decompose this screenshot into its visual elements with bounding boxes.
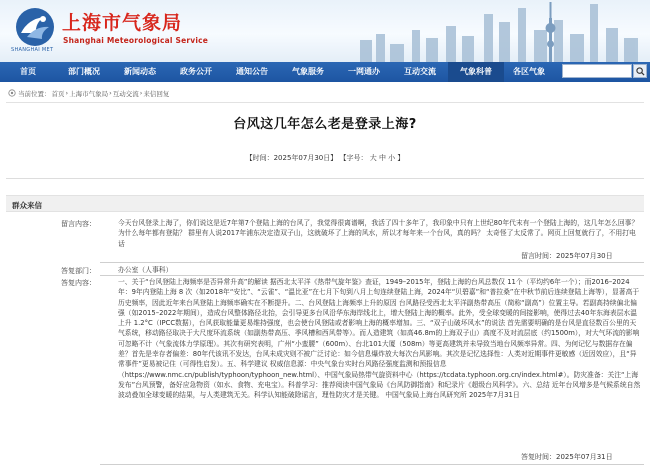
breadcrumb-separator: ›: [65, 89, 69, 97]
nav-item-weather-service[interactable]: 气象服务: [292, 67, 324, 76]
nav-item-science[interactable]: 气象科普: [448, 62, 504, 82]
font-size-medium[interactable]: 中: [378, 154, 386, 162]
search-input[interactable]: [562, 64, 632, 78]
nav-item-notices[interactable]: 通知公告: [236, 67, 268, 76]
reply-content-label: 答复内容：: [61, 279, 96, 287]
title-divider: [6, 178, 644, 179]
search-icon: [636, 67, 645, 76]
nav-item-online-service[interactable]: 一网通办: [348, 67, 380, 76]
breadcrumb-divider: [6, 102, 644, 103]
message-label: 留言内容：: [61, 220, 96, 228]
nav-item-districts[interactable]: 各区气象: [513, 67, 545, 76]
font-size-small[interactable]: 小: [388, 154, 396, 162]
message-time: 留言时间：2025年07月30日: [521, 252, 613, 260]
breadcrumb-prefix: 当前位置：: [18, 89, 51, 98]
breadcrumb-bureau[interactable]: 上海市气象局: [69, 89, 109, 98]
section-title: 群众来信: [12, 201, 42, 210]
main-nav: [0, 62, 650, 82]
nav-item-home[interactable]: 首页: [20, 67, 36, 76]
section-header: [6, 195, 644, 212]
location-icon: [8, 89, 16, 97]
article-meta: [0, 153, 650, 163]
article-title: 台风这几年怎么老是登录上海?: [233, 117, 417, 132]
message-content: 今天台风登录上海了，你们说这是近7年第7个登陆上海的台风了，我觉得很离谱啊，我活了四十多年了，我印象中只有上世纪80年代末有一个登陆上海的，这几年怎么回事？为什么每年都有登陆？ 群里有人说2017年浦东决定造双子山，这就破坏了上海的风水，所以才每年来一个台风，真的吗？ 太奇怪了太反常了。网页上回复就行了，不用打电话: [118, 219, 639, 248]
site-title[interactable]: 上海市气象局: [62, 12, 183, 34]
breadcrumb-reply[interactable]: 来信回复: [143, 89, 170, 98]
search-button[interactable]: [633, 64, 647, 78]
nav-item-news[interactable]: 新闻动态: [124, 67, 156, 76]
font-size-label: 【字号：: [339, 154, 368, 162]
nav-item-department[interactable]: 部门概况: [68, 67, 100, 76]
reply-content: 一、关于“台风登陆上海频率是否异常升高”的解读 据西北太平洋《热带气旋年鉴》查证，1949–2015年，登陆上海的台风总数仅 11个（平均约6年一个）；而2016–2024年：9年内登陆上海 8 次（如2018年“安比”、“云雀”、“温比亚”在七月下旬到八月上旬连续登陆上海，2024年“贝碧嘉”和“普拉桑”在中秋节前后连续登陆上海等），显著高于历史频率，因此近年来台风登陆上海频率确实在不断提升。二、台风登陆上海频率上升的原因 台风路径受西北太平洋副热带高压（简称“副高”）位置主导。若副高持续偏北偏强（如2015–2022年期间），造成台风整体路径北抬，会引导更多台风沿华东海岸线北上，增大登陆上海的概率。此外，受全球变暖的间接影响，使得过去40年东海表层水温上升 1.2°C（IPCC数据），台风获取能量更易维持强度，也会使台风登陆或者影响上海的概率增加。三、“双子山破坏风水”的说法 首先需要明确的是台风是直径数百公里的天气系统，移动路径取决于大尺度环流系统（如副热带高压、季风槽和西风带等）。而人造建筑（如高46.8m的上海双子山）高度不及对流层底（约1500m），对大气环流的影响可忽略不计（气象流体力学原理）。其次有研究表明，广州“小蛮腰”（600m）、台北101大厦（508m）等更高建筑并未导致当地台风频率异常。四、为何记忆与数据存在偏差？首先是幸存者偏差：80年代该讯不发达，台风未成灾则不被广泛讨论：如今信息爆炸放大每次台风影响。其次是记忆选择性：人类对近期事件更敏感（近因效应），且“异常事件”更易被记住（可得性启发）。五、科学建议 权威信息源：中央气象台实时台风路径强度监测和预报信息（https://www.nmc.cn/publish/typhoon/typhoon_new.html）、中国气象局热带气旋资料中心（https://tcdata.typhoon.org.cn/index.html#）。防灾准备：关注“上海发布”台风预警，备好应急物资（如水、食物、充电宝）。科普学习：推荐阅读中国气象局《台风防御指南》和纪录片《超级台风科学》。六、总结 近年台风增多是气候系统自然波动叠加全球变暖的结果，与人类建筑无关。科学认知能破除谣言，理性防灾才是关键。 中国气象局上海台风研究所 2025年7月31日: [118, 278, 641, 400]
logo-abbreviation: SHANGHAI MET: [11, 47, 54, 53]
meteorological-logo-icon[interactable]: [14, 6, 56, 48]
breadcrumb-separator: ›: [109, 89, 112, 97]
reply-dept-label: 答复部门：: [61, 267, 96, 275]
reply-dept-value: 办公室（人事科）: [118, 266, 173, 274]
reply-underline: [100, 464, 644, 465]
site-subtitle: Shanghai Meteorological Service: [63, 36, 209, 45]
font-size-end: 】: [397, 154, 405, 162]
message-underline: [100, 262, 644, 263]
reply-time: 答复时间：2025年07月31日: [521, 453, 613, 461]
header-banner: [0, 0, 650, 62]
city-skyline-graphic: [350, 0, 650, 62]
dept-underline: [100, 275, 644, 276]
breadcrumb-interaction[interactable]: 互动交流: [112, 89, 139, 98]
breadcrumb-home[interactable]: 首页: [51, 89, 65, 98]
nav-item-interaction[interactable]: 互动交流: [404, 67, 436, 76]
publish-time: 【时间：2025年07月30日】: [245, 154, 338, 162]
font-size-large[interactable]: 大: [369, 154, 377, 162]
breadcrumb: [8, 88, 170, 98]
nav-item-gov-affairs[interactable]: 政务公开: [180, 67, 212, 76]
breadcrumb-separator: ›: [139, 89, 143, 97]
